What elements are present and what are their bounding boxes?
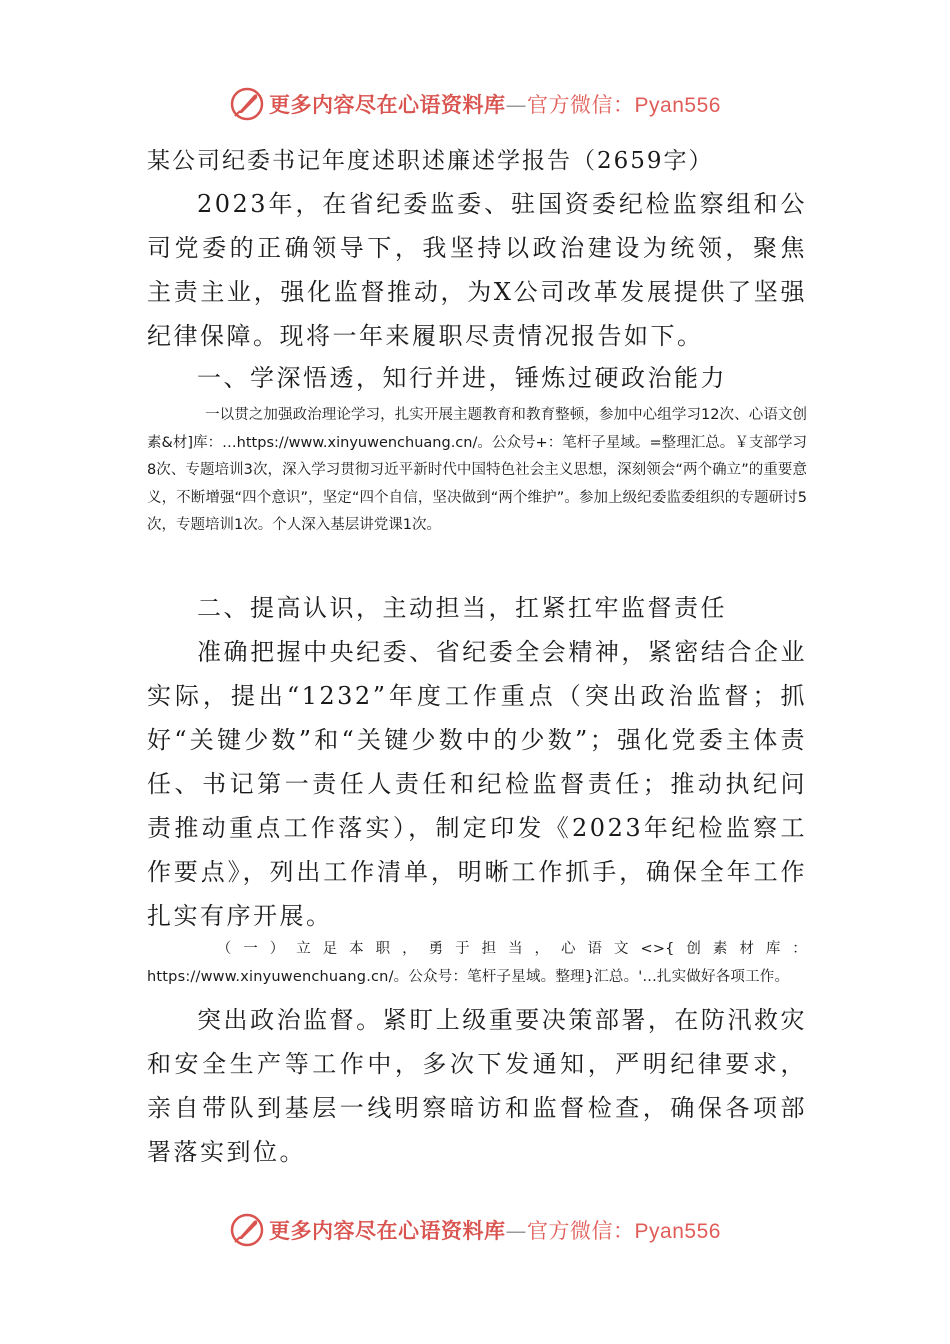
banner-middle: 官方微信： (527, 93, 635, 117)
banner-account: Pyan556 (634, 94, 721, 117)
intro-text: 2023年，在省纪委监委、驻国资委纪检监察组和公司党委的正确领导下，我坚持以政治建设为统领，聚焦主责主业，强化监督推动，为X公司改革发展提供了坚强纪律保障。现将一年来履职尽责情况报告如下。 (147, 190, 807, 350)
banner-prefix: 更多内容尽在心语资料库 (269, 1219, 506, 1243)
section2-heading-text: 二、提高认识，主动担当，扛紧扛牢监督责任 (197, 594, 727, 622)
banner-text (269, 1215, 721, 1245)
section2-heading (147, 588, 807, 628)
quill-logo-icon (229, 1212, 265, 1248)
banner-text (269, 89, 721, 119)
subsection1-heading-text: （一）立足本职，勇于担当，心语文<>{创素材库：https://www.xinyuwenchuang.cn/。公众号：笔杆子星域。整理}汇总。'...扎实做好各项工作。 (147, 941, 807, 985)
banner-prefix: 更多内容尽在心语资料库 (269, 93, 506, 117)
banner-dash: — (505, 93, 528, 117)
header-banner (0, 84, 950, 124)
section1-body-text: 一以贯之加强政治理论学习，扎实开展主题教育和教育整顿，参加中心组学习12次、心语文创素&材]库：…https://www.xinyuwenchuang.cn/。公众号+：笔杆子星域。=整理汇总。￥支部学习8次、专题培训3次，深入学习贯彻习近平新时代中国特色社会主义思想，深刻领会“两个确立”的重要意义，不断增强“四个意识”，坚定“四个自信，坚决做到“两个维护”。参加上级纪委监委组织的专题研讨5次，专题培训1次。个人深入基层讲党课1次。 (147, 407, 807, 533)
quill-logo-icon (229, 86, 265, 122)
footer-banner (0, 1210, 950, 1250)
section2-body (147, 630, 807, 938)
section1-heading-text: 一、学深悟透，知行并进，锤炼过硬政治能力 (197, 364, 727, 392)
section1-body (147, 402, 807, 540)
section2-body-text: 准确把握中央纪委、省纪委全会精神，紧密结合企业实际，提出“1232”年度工作重点（突出政治监督；抓好“关键少数”和“关键少数中的少数”；强化党委主体责任、书记第一责任人责任和纪检监督责任；推动执纪问责推动重点工作落实），制定印发《2023年纪检监察工作要点》，列出工作清单，明晰工作抓手，确保全年工作扎实有序开展。 (147, 638, 807, 930)
banner-dash: — (505, 1219, 528, 1243)
subsection1-body-text: 突出政治监督。紧盯上级重要决策部署，在防汛救灾和安全生产等工作中，多次下发通知，严明纪律要求，亲自带队到基层一线明察暗访和监督检查，确保各项部署落实到位。 (147, 1006, 807, 1166)
banner-middle: 官方微信： (527, 1219, 635, 1243)
subsection1-body (147, 998, 807, 1174)
section1-heading (147, 358, 807, 398)
document-title: 某公司纪委书记年度述职述廉述学报告（2659字） (147, 148, 714, 174)
subsection1-heading (147, 936, 807, 991)
intro-paragraph (147, 182, 807, 358)
banner-account: Pyan556 (634, 1220, 721, 1243)
